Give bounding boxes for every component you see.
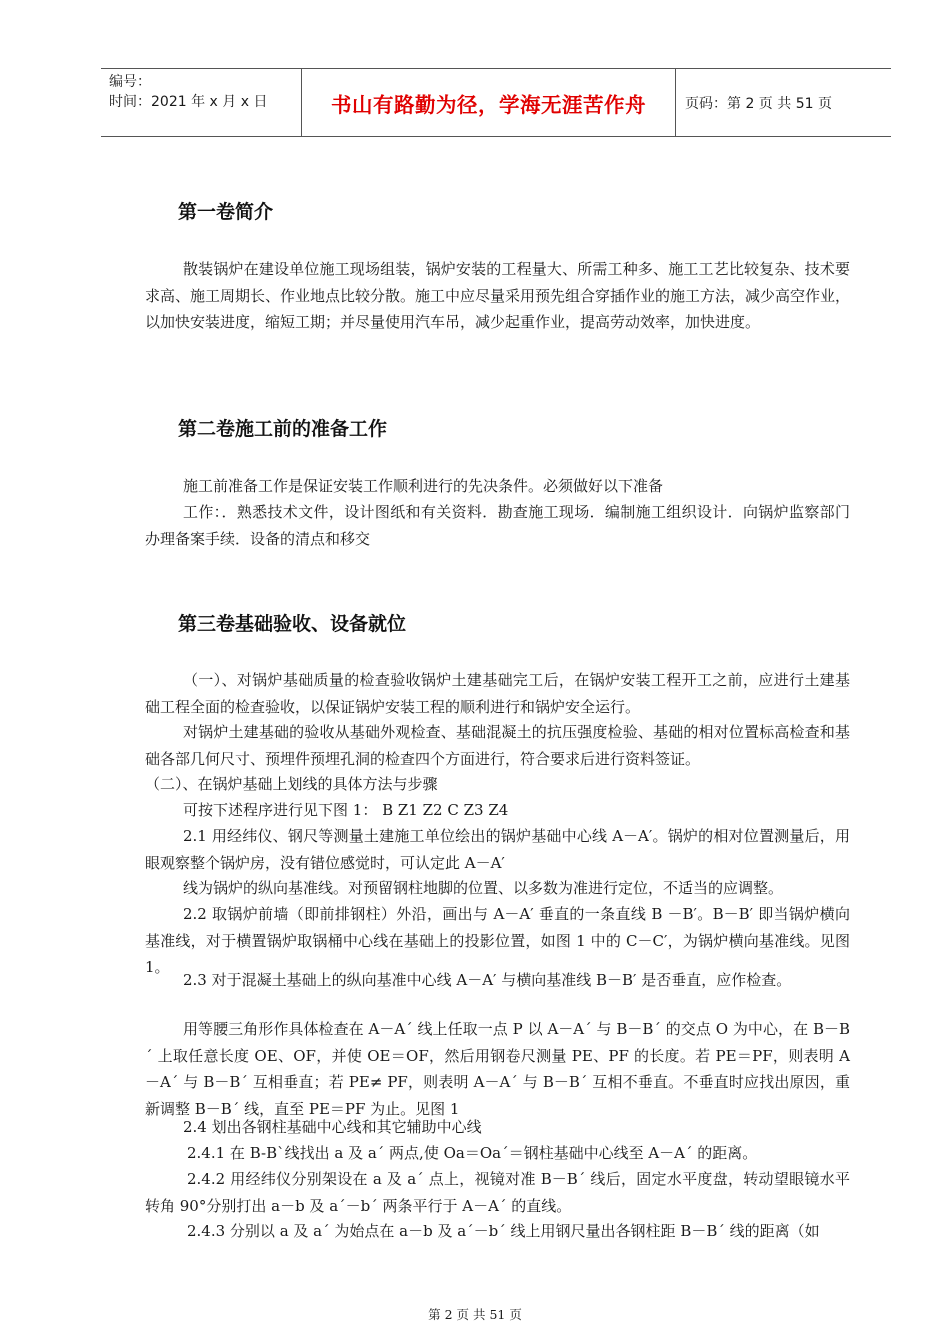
section-3-para-2: 对锅炉土建基础的验收从基础外观检查、基础混凝土的抗压强度检验、基础的相对位置标高检查和基础各部几何尺寸、预埋件预埋孔洞的检查四个方面进行，符合要求后进行资料签证。	[145, 723, 850, 768]
section-3-para-3: （二）、在锅炉基础上划线的具体方法与步骤	[145, 775, 438, 793]
section-3-para-12: 2.4.2 用经纬仪分别架设在 a 及 a´ 点上，视镜对准 B－B´ 线后，固定水平度盘，转动望眼镜水平转角 90°分别打出 a－b 及 a´－b´ 两条平行于 A－A´ 的直线。	[145, 1170, 850, 1215]
time-label: 时间：2021 年 x 月 x 日	[109, 94, 268, 110]
section-2-body: 工作：．熟悉技术文件，设计图纸和有关资料．勘查施工现场．编制施工组织设计．向锅炉监察部门办理备案手续．设备的清点和移交	[145, 503, 850, 548]
section-2-line-1: 施工前准备工作是保证安装工作顺利进行的先决条件。必须做好以下准备	[183, 477, 664, 495]
section-3-para-11: 2.4.1 在 B-B`线找出 a 及 a´ 两点,使 Oa＝Oa´＝钢柱基础中心线至 A－A´ 的距离。	[187, 1144, 758, 1162]
section-3-para-9: 用等腰三角形作具体检查在 A－A´ 线上任取一点 P 以 A－A´ 与 B－B´ 的交点 O 为中心，在 B－B´ 上取任意长度 OE、OF，并使 OE＝OF，然后用钢卷尺测量 PE、PF 的长度。若 PE＝PF，则表明 A－A´ 与 B－B´ 互相垂直；若 PE≠ PF，则表明 A－A´ 与 B－B´ 互相不垂直。不垂直时应找出原因，重新调整 B－B´ 线，直至 PE＝PF 为止。见图 1	[145, 1020, 850, 1118]
section-3-para-13: 2.4.3 分别以 a 及 a´ 为始点在 a－b 及 a´－b´ 线上用钢尺量出各钢柱距 B－B´ 线的距离（如	[187, 1222, 820, 1240]
section-3-para-7: 2.2 取锅炉前墙（即前排钢柱）外沿，画出与 A－A′ 垂直的一条直线 B －B′。B－B′ 即当锅炉横向基准线，对于横置锅炉取锅桶中心线在基础上的投影位置，如图 1 中的 C－C′，为锅炉横向基准线。见图 1。	[145, 905, 850, 976]
section-3-title: 第三卷基础验收、设备就位	[178, 613, 407, 635]
section-3-para-4: 可按下述程序进行见下图 1： B Z1 Z2 C Z3 Z4	[183, 801, 509, 819]
number-label: 编号：	[109, 74, 151, 90]
section-3-para-10: 2.4 划出各钢柱基础中心线和其它辅助中心线	[183, 1118, 482, 1136]
header-motto: 书山有路勤为径，学海无涯苦作舟	[302, 69, 676, 136]
section-3-para-8: 2.3 对于混凝土基础上的纵向基准中心线 A－A′ 与横向基准线 B－B′ 是否垂直，应作检查。	[183, 971, 792, 989]
page-header	[101, 68, 891, 137]
header-meta-cell	[101, 69, 302, 136]
section-3-para-6: 线为锅炉的纵向基准线。对预留钢柱地脚的位置、以多数为准进行定位，不适当的应调整。	[183, 879, 784, 897]
section-1-body: 散装锅炉在建设单位施工现场组装，锅炉安装的工程量大、所需工种多、施工工艺比较复杂、技术要求高、施工周期长、作业地点比较分散。施工中应尽量采用预先组合穿插作业的施工方法，减少高空作业，以加快安装进度，缩短工期；并尽量使用汽车吊，减少起重作业，提高劳动效率，加快进度。	[145, 260, 851, 331]
section-2-title: 第二卷施工前的准备工作	[178, 418, 388, 440]
header-page-label: 页码：第 2 页 共 51 页	[685, 95, 832, 112]
section-1-title: 第一卷简介	[178, 201, 274, 223]
section-3-para-5: 2.1 用经纬仪、钢尺等测量土建施工单位绘出的锅炉基础中心线 A－A′。锅炉的相对位置测量后，用眼观察整个锅炉房，没有错位感觉时，可认定此 A－A′	[145, 827, 850, 872]
page-footer: 第 2 页 共 51 页	[428, 1307, 522, 1322]
section-3-para-1: （一）、对锅炉基础质量的检查验收锅炉土建基础完工后，在锅炉安装工程开工之前，应进行土建基础工程全面的检查验收，以保证锅炉安装工程的顺利进行和锅炉安全运行。	[145, 671, 850, 716]
